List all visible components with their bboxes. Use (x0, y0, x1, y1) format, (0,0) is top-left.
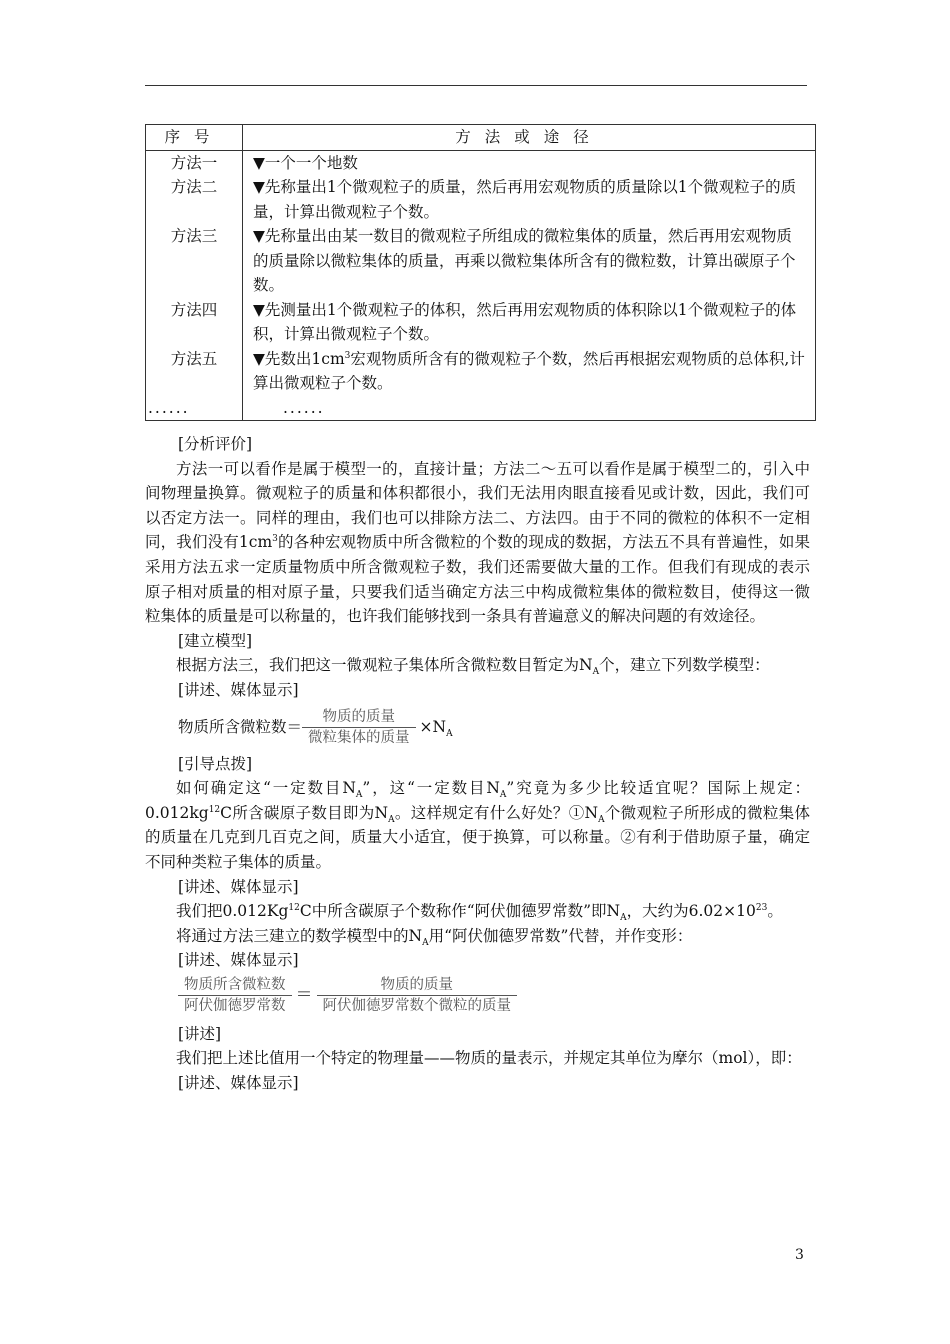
paragraph: 根据方法三，我们把这一微观粒子集体所含微粒数目暂定为$N_A$个，建立下列数学模型： (176, 656, 770, 678)
equation-model: 物质所含微粒数＝ $\frac{\text{物质的质量}}{\text{微粒集体的质量}}$ $\times N_A$ (178, 708, 453, 746)
table-row (146, 175, 816, 224)
row-seq: 方法四 (146, 298, 243, 347)
table-row (146, 396, 816, 421)
equation-avogadro: $\frac{\text{物质所含微粒数}}{\text{阿伏伽德罗常数}}$ ＝ $\frac{\text{物质的质量}}{\text{阿伏伽德罗常数个微粒的质量}}$ (178, 975, 810, 1016)
table-header-method: 方法或途径 (243, 125, 816, 151)
paragraph: 方法一可以看作是属于模型一的，直接计量；方法二～五可以看作是属于模型二的，引入中间物理量换算。微观粒子的质量和体积都很小，我们无法用肉眼直接看见或计数，因此，我们可以否定方法一。同样的理由，我们也可以排除方法二、方法四。由于不同的微粒的体积不一定相同，我们没有$1cm^3$的各种宏观物质中所含微粒的个数的现成的数据，方法五不具有普遍性，如果采用方法五求一定质量物质中所含微观粒子数，我们还需要做大量的工作。但我们有现成的表示原子相对质量的相对原子量，只要我们适当确定方法三中构成微粒集体的微粒数目，使得这一微粒集体的质量是可以称量的，也许我们能够找到一条具有普遍意义的解决问题的有效途径。 (145, 459, 810, 626)
row-seq: ...... (146, 396, 243, 421)
fraction: $\frac{\text{物质的质量}}{\text{阿伏伽德罗常数个微粒的质量}}$ (317, 975, 518, 1016)
section-tag: [讲述、媒体显示] (178, 1074, 299, 1093)
paragraph: 将通过方法三建立的数学模型中的$N_A$用“阿伏伽德罗常数”代替，并作变形： (176, 926, 693, 948)
row-seq: 方法五 (146, 347, 243, 396)
row-text: ▼一个一个地数 (243, 150, 816, 175)
row-text: ▼先称量出由某一数目的微观粒子所组成的微粒集体的质量，然后再用宏观物质的质量除以微粒集体的质量，再乘以微粒集体所含有的微粒数，计算出碳原子个数。 (243, 224, 816, 298)
header-rule (145, 85, 807, 86)
page-number: 3 (795, 1247, 804, 1263)
section-tag: [分析评价] (178, 435, 253, 453)
fraction: $\frac{\text{物质所含微粒数}}{\text{阿伏伽德罗常数}}$ (178, 975, 292, 1016)
section-tag: [讲述] (178, 1024, 222, 1043)
row-seq: 方法二 (146, 175, 243, 224)
table-row (146, 150, 816, 175)
row-seq: 方法一 (146, 150, 243, 175)
row-text: ...... (243, 396, 816, 421)
row-seq: 方法三 (146, 224, 243, 298)
section-tag: [讲述、媒体显示] (178, 951, 299, 970)
section-tag: [引导点拨] (178, 754, 253, 773)
paragraph: 我们把上述比值用一个特定的物理量——物质的量表示，并规定其单位为摩尔（mol），即： (176, 1049, 802, 1068)
section-tag: [讲述、媒体显示] (178, 680, 299, 699)
fraction: $\frac{\text{物质的质量}}{\text{微粒集体的质量}}$ (302, 707, 416, 748)
paragraph: 我们把0.012Kg$^{12}$C中所含碳原子个数称作“阿伏伽德罗常数”即$N_A$，大约为$6.02\times 10^{23}$。 (176, 902, 783, 924)
table-row (146, 347, 816, 396)
table-row (146, 224, 816, 298)
table-row (146, 298, 816, 347)
methods-table (145, 124, 816, 421)
section-tag: [建立模型] (178, 631, 253, 650)
row-text: ▼先数出$1cm^3$宏观物质所含有的微观粒子个数，然后再根据宏观物质的总体积,计算出微观粒子个数。 (243, 347, 816, 396)
document-body (145, 432, 810, 1096)
row-text: ▼先称量出1个微观粒子的质量，然后再用宏观物质的质量除以1个微观粒子的质量，计算出微观粒子个数。 (243, 175, 816, 224)
row-text: ▼先测量出1个微观粒子的体积，然后再用宏观物质的体积除以1个微观粒子的体积，计算出微观粒子个数。 (243, 298, 816, 347)
table-header-seq: 序号 (146, 125, 243, 151)
section-tag: [讲述、媒体显示] (178, 877, 299, 896)
paragraph: 如何确定这“一定数目$N_A$”，这“一定数目$N_A$”究竟为多少比较适宜呢？国际上规定：$0.012kg^{12}C$所含碳原子数目即为$N_A$。这样规定有什么好处？$①N_A$个微观粒子所形成的微粒集体的质量在几克到几百克之间，质量大小适宜，便于换算，可以称量。②有利于借助原子量，确定不同种类粒子集体的质量。 (145, 779, 810, 871)
